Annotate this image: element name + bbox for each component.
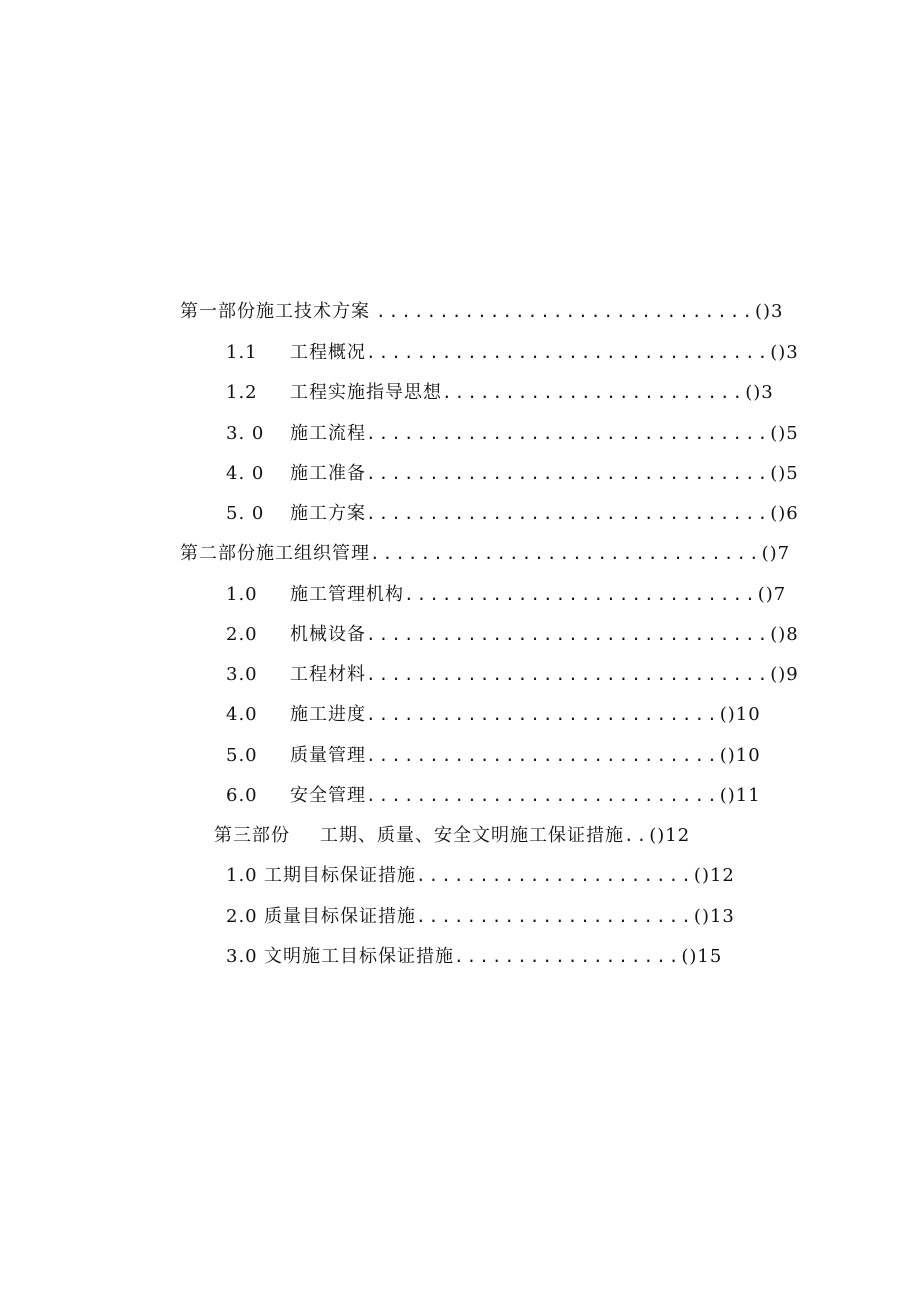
toc-entry-1-2[interactable] — [226, 380, 774, 406]
toc-entry-page: ()5 — [770, 463, 799, 484]
toc-entry-3-0[interactable] — [226, 421, 799, 447]
toc-entry-number: 2.0 — [226, 906, 258, 927]
toc-entry-leader: ............................... — [370, 544, 762, 563]
toc-entry-leader: ................................ — [366, 665, 771, 684]
toc-entry-title: 文明施工目标保证措施 — [264, 946, 454, 967]
toc-entry-leader: ............................ — [366, 786, 720, 805]
toc-entry-page: ()9 — [770, 664, 799, 685]
toc-entry-number: 5.0 — [226, 745, 258, 766]
toc-entry-title: 第二部份施工组织管理 — [180, 543, 370, 564]
toc-entry-page: ()13 — [693, 906, 735, 927]
toc-entry-title: 工程实施指导思想 — [290, 382, 442, 403]
toc-entry-part-1[interactable] — [180, 299, 783, 325]
toc-entry-page: ()3 — [754, 301, 784, 322]
toc-entry-page: ()7 — [757, 584, 787, 605]
toc-entry-page: ()10 — [719, 704, 761, 725]
toc-entry-leader: .............................. — [376, 302, 755, 321]
toc-entry-page: ()3 — [745, 382, 774, 403]
toc-entry-title: 质量管理 — [290, 745, 366, 766]
toc-entry-leader: ................................ — [366, 343, 771, 362]
toc-entry-page: ()6 — [770, 503, 799, 524]
toc-entry-leader: ...................... — [416, 866, 694, 885]
toc-entry-part-2[interactable] — [180, 541, 790, 567]
toc-entry-number: 3. 0 — [226, 423, 265, 444]
toc-entry-page: ()15 — [681, 946, 723, 967]
toc-entry-4-0[interactable] — [226, 461, 799, 487]
toc-entry-1-1[interactable] — [226, 340, 799, 366]
toc-entry-title: 施工方案 — [290, 503, 366, 524]
toc-entry-3-2-0[interactable] — [226, 904, 735, 930]
toc-entry-number: 1.0 — [226, 865, 258, 886]
toc-entry-title: 工程材料 — [290, 664, 366, 685]
toc-entry-title: 工期、质量、安全文明施工保证措施 — [320, 825, 624, 846]
toc-entry-2-2-0[interactable] — [226, 622, 799, 648]
toc-entry-leader: ............................ — [366, 705, 720, 724]
toc-entry-leader: .. — [624, 826, 650, 845]
toc-entry-leader: ............................ — [404, 585, 758, 604]
toc-entry-2-6-0[interactable] — [226, 783, 761, 809]
toc-entry-title: 机械设备 — [290, 624, 366, 645]
toc-entry-2-1-0[interactable] — [226, 582, 786, 608]
toc-entry-page: ()8 — [770, 624, 799, 645]
toc-entry-title: 安全管理 — [290, 785, 366, 806]
toc-entry-3-3-0[interactable] — [226, 944, 722, 970]
toc-entry-leader: ................................ — [366, 424, 771, 443]
toc-entry-title: 工程概况 — [290, 342, 366, 363]
toc-entry-leader: .................. — [454, 947, 682, 966]
toc-entry-number: 6.0 — [226, 785, 258, 806]
toc-entry-part-3[interactable] — [214, 823, 690, 849]
toc-entry-leader: ...................... — [416, 907, 694, 926]
toc-entry-page: ()10 — [719, 745, 761, 766]
toc-entry-5-0[interactable] — [226, 501, 799, 527]
toc-entry-leader: ................................ — [366, 625, 771, 644]
toc-entry-title: 施工管理机构 — [290, 584, 404, 605]
toc-entry-page: ()12 — [693, 865, 735, 886]
toc-entry-2-4-0[interactable] — [226, 702, 761, 728]
toc-entry-2-5-0[interactable] — [226, 743, 761, 769]
toc-entry-number: 1.1 — [226, 342, 258, 363]
toc-entry-3-1-0[interactable] — [226, 863, 735, 889]
toc-entry-leader: ........................ — [442, 383, 746, 402]
toc-entry-title: 第一部份施工技术方案 — [180, 301, 370, 322]
toc-entry-page: ()12 — [649, 825, 691, 846]
toc-entry-title: 施工准备 — [290, 463, 366, 484]
toc-entry-leader: ................................ — [366, 464, 771, 483]
toc-entry-number: 3.0 — [226, 946, 258, 967]
toc-entry-number: 第三部份 — [214, 825, 290, 846]
toc-entry-number: 2.0 — [226, 624, 258, 645]
toc-entry-title: 施工流程 — [290, 423, 366, 444]
toc-entry-number: 3.0 — [226, 664, 258, 685]
toc-entry-number: 4. 0 — [226, 463, 265, 484]
toc-entry-page: ()7 — [761, 543, 791, 564]
toc-entry-page: ()11 — [719, 785, 761, 806]
toc-entry-title: 施工进度 — [290, 704, 366, 725]
toc-entry-leader: ............................ — [366, 746, 720, 765]
toc-entry-page: ()3 — [770, 342, 799, 363]
toc-entry-title: 工期目标保证措施 — [264, 865, 416, 886]
toc-entry-title: 质量目标保证措施 — [264, 906, 416, 927]
toc-entry-number: 1.0 — [226, 584, 258, 605]
toc-entry-page: ()5 — [770, 423, 799, 444]
toc-entry-number: 5. 0 — [226, 503, 265, 524]
toc-entry-number: 4.0 — [226, 704, 258, 725]
toc-entry-2-3-0[interactable] — [226, 662, 799, 688]
toc-entry-leader: ................................ — [366, 504, 771, 523]
toc-entry-number: 1.2 — [226, 382, 258, 403]
